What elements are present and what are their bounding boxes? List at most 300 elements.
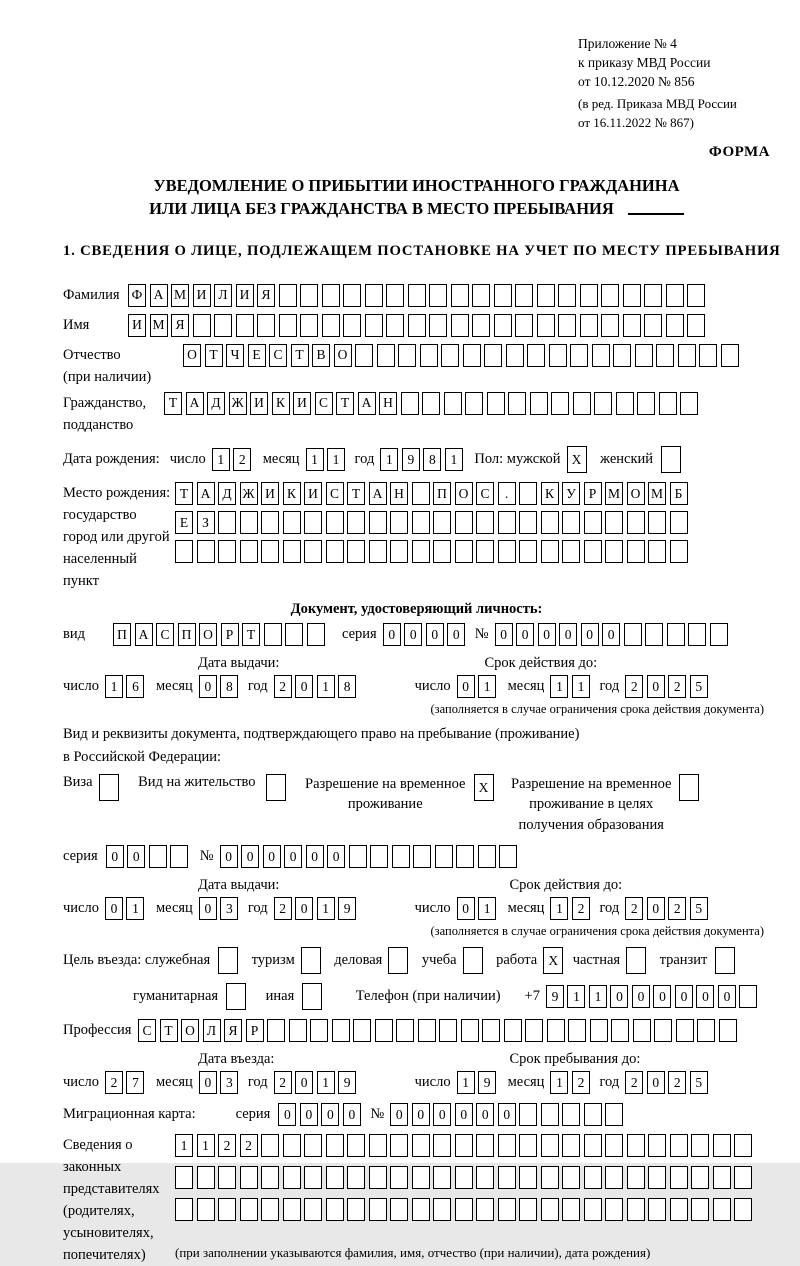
form-cell[interactable] <box>429 314 447 337</box>
form-cell[interactable] <box>666 314 684 337</box>
form-cell[interactable]: И <box>236 284 254 307</box>
form-cell[interactable]: К <box>541 482 559 505</box>
form-cell[interactable]: А <box>186 392 204 415</box>
form-cell[interactable]: 2 <box>572 897 590 920</box>
form-cell[interactable] <box>590 1019 608 1042</box>
form-cell[interactable] <box>721 344 739 367</box>
form-cell[interactable]: О <box>183 344 201 367</box>
form-cell[interactable] <box>530 392 548 415</box>
form-cell[interactable]: 0 <box>457 675 475 698</box>
form-cell[interactable]: 5 <box>690 675 708 698</box>
form-cell[interactable] <box>627 1166 645 1189</box>
form-cell[interactable] <box>670 1198 688 1221</box>
form-cell[interactable] <box>648 511 666 534</box>
form-cell[interactable] <box>304 1134 322 1157</box>
form-cell[interactable]: З <box>197 511 215 534</box>
form-cell[interactable]: 0 <box>295 1071 313 1094</box>
form-cell[interactable] <box>279 284 297 307</box>
form-cell[interactable]: 5 <box>690 1071 708 1094</box>
form-cell[interactable]: Р <box>221 623 239 646</box>
form-cell[interactable] <box>592 344 610 367</box>
form-cell[interactable]: 2 <box>668 1071 686 1094</box>
form-cell[interactable]: 2 <box>240 1134 258 1157</box>
form-cell[interactable]: 0 <box>498 1103 516 1126</box>
form-cell[interactable]: 0 <box>647 1071 665 1094</box>
form-cell[interactable] <box>433 1134 451 1157</box>
form-cell[interactable]: 0 <box>321 1103 339 1126</box>
form-cell[interactable]: Ж <box>240 482 258 505</box>
form-cell[interactable] <box>734 1134 752 1157</box>
form-cell[interactable] <box>369 1166 387 1189</box>
form-cell[interactable] <box>697 1019 715 1042</box>
form-cell[interactable] <box>616 392 634 415</box>
form-cell[interactable] <box>343 284 361 307</box>
form-cell[interactable]: 0 <box>675 985 693 1008</box>
form-cell[interactable] <box>584 1198 602 1221</box>
form-cell[interactable] <box>666 284 684 307</box>
form-cell[interactable] <box>322 284 340 307</box>
form-cell[interactable] <box>390 540 408 563</box>
form-cell[interactable]: 0 <box>105 897 123 920</box>
form-cell[interactable]: 1 <box>197 1134 215 1157</box>
form-cell[interactable] <box>197 1166 215 1189</box>
form-cell[interactable] <box>710 623 728 646</box>
form-cell[interactable] <box>218 947 238 974</box>
form-cell[interactable]: В <box>312 344 330 367</box>
form-cell[interactable]: Ж <box>229 392 247 415</box>
form-cell[interactable]: 0 <box>610 985 628 1008</box>
form-cell[interactable] <box>283 1198 301 1221</box>
form-cell[interactable]: 1 <box>567 985 585 1008</box>
form-cell[interactable] <box>623 284 641 307</box>
form-cell[interactable] <box>699 344 717 367</box>
form-cell[interactable]: Я <box>171 314 189 337</box>
form-cell[interactable]: 9 <box>546 985 564 1008</box>
form-cell[interactable] <box>451 314 469 337</box>
form-cell[interactable] <box>197 1198 215 1221</box>
form-cell[interactable]: А <box>150 284 168 307</box>
form-cell[interactable] <box>519 540 537 563</box>
form-cell[interactable] <box>412 540 430 563</box>
form-cell[interactable] <box>519 1166 537 1189</box>
form-cell[interactable] <box>667 623 685 646</box>
form-cell[interactable]: 1 <box>317 675 335 698</box>
form-cell[interactable] <box>396 1019 414 1042</box>
form-cell[interactable] <box>307 623 325 646</box>
form-cell[interactable] <box>519 1134 537 1157</box>
form-cell[interactable] <box>568 1019 586 1042</box>
form-cell[interactable]: 0 <box>300 1103 318 1126</box>
form-cell[interactable] <box>472 314 490 337</box>
form-cell[interactable]: С <box>315 392 333 415</box>
form-cell[interactable]: 0 <box>457 897 475 920</box>
form-cell[interactable] <box>476 1166 494 1189</box>
form-cell[interactable]: 2 <box>274 897 292 920</box>
form-cell[interactable]: Т <box>175 482 193 505</box>
form-cell[interactable] <box>679 774 699 801</box>
form-cell[interactable] <box>537 314 555 337</box>
form-cell[interactable] <box>478 845 496 868</box>
form-cell[interactable]: 2 <box>625 897 643 920</box>
form-cell[interactable] <box>508 392 526 415</box>
form-cell[interactable]: Т <box>205 344 223 367</box>
form-cell[interactable]: 0 <box>602 623 620 646</box>
form-cell[interactable] <box>408 284 426 307</box>
form-cell[interactable] <box>390 1166 408 1189</box>
form-cell[interactable]: 0 <box>495 623 513 646</box>
form-cell[interactable]: И <box>261 482 279 505</box>
form-cell[interactable]: 0 <box>127 845 145 868</box>
form-cell[interactable]: 2 <box>233 448 251 471</box>
form-cell[interactable]: А <box>369 482 387 505</box>
form-cell[interactable]: 1 <box>126 897 144 920</box>
form-cell[interactable] <box>476 511 494 534</box>
form-cell[interactable]: 0 <box>581 623 599 646</box>
form-cell[interactable]: 1 <box>457 1071 475 1094</box>
form-cell[interactable] <box>525 1019 543 1042</box>
form-cell[interactable]: О <box>181 1019 199 1042</box>
form-cell[interactable] <box>433 540 451 563</box>
form-cell[interactable] <box>580 314 598 337</box>
form-cell[interactable]: 0 <box>284 845 302 868</box>
form-cell[interactable] <box>648 540 666 563</box>
form-cell[interactable] <box>401 392 419 415</box>
form-cell[interactable]: И <box>193 284 211 307</box>
form-cell[interactable]: 0 <box>647 897 665 920</box>
form-cell[interactable] <box>506 344 524 367</box>
form-cell[interactable]: 0 <box>199 1071 217 1094</box>
form-cell[interactable]: М <box>150 314 168 337</box>
form-cell[interactable] <box>261 511 279 534</box>
form-cell[interactable]: Б <box>670 482 688 505</box>
form-cell[interactable]: 2 <box>274 675 292 698</box>
form-cell[interactable]: 0 <box>295 675 313 698</box>
form-cell[interactable] <box>322 314 340 337</box>
form-cell[interactable] <box>355 344 373 367</box>
form-cell[interactable]: Р <box>246 1019 264 1042</box>
form-cell[interactable] <box>541 1166 559 1189</box>
form-cell[interactable] <box>175 1198 193 1221</box>
form-cell[interactable]: 8 <box>338 675 356 698</box>
form-cell[interactable] <box>734 1166 752 1189</box>
form-cell[interactable]: 1 <box>572 675 590 698</box>
form-cell[interactable] <box>670 1134 688 1157</box>
form-cell[interactable] <box>413 845 431 868</box>
form-cell[interactable]: 2 <box>105 1071 123 1094</box>
form-cell[interactable] <box>541 1134 559 1157</box>
form-cell[interactable]: 2 <box>274 1071 292 1094</box>
form-cell[interactable] <box>601 284 619 307</box>
form-cell[interactable] <box>392 845 410 868</box>
form-cell[interactable] <box>670 1166 688 1189</box>
form-cell[interactable]: М <box>648 482 666 505</box>
form-cell[interactable] <box>326 1198 344 1221</box>
form-cell[interactable] <box>678 344 696 367</box>
form-cell[interactable] <box>264 623 282 646</box>
form-cell[interactable] <box>332 1019 350 1042</box>
form-cell[interactable]: М <box>605 482 623 505</box>
form-cell[interactable] <box>455 511 473 534</box>
form-cell[interactable] <box>261 1166 279 1189</box>
form-cell[interactable]: 0 <box>343 1103 361 1126</box>
form-cell[interactable] <box>283 1166 301 1189</box>
form-cell[interactable] <box>347 540 365 563</box>
form-cell[interactable] <box>605 511 623 534</box>
form-cell[interactable] <box>476 1198 494 1221</box>
form-cell[interactable] <box>455 1166 473 1189</box>
form-cell[interactable]: К <box>272 392 290 415</box>
form-cell[interactable] <box>713 1166 731 1189</box>
form-cell[interactable] <box>304 540 322 563</box>
form-cell[interactable] <box>386 314 404 337</box>
form-cell[interactable]: У <box>562 482 580 505</box>
form-cell[interactable] <box>236 314 254 337</box>
form-cell[interactable]: 0 <box>696 985 714 1008</box>
form-cell[interactable] <box>498 511 516 534</box>
form-cell[interactable]: А <box>358 392 376 415</box>
form-cell[interactable] <box>420 344 438 367</box>
form-cell[interactable]: 1 <box>445 448 463 471</box>
form-cell[interactable]: Т <box>242 623 260 646</box>
form-cell[interactable] <box>347 1198 365 1221</box>
form-cell[interactable]: 8 <box>220 675 238 698</box>
form-cell[interactable] <box>343 314 361 337</box>
form-cell[interactable] <box>624 623 642 646</box>
form-cell[interactable] <box>527 344 545 367</box>
form-cell[interactable] <box>441 344 459 367</box>
form-cell[interactable] <box>476 1134 494 1157</box>
form-cell[interactable] <box>301 947 321 974</box>
form-cell[interactable]: 1 <box>317 897 335 920</box>
form-cell[interactable] <box>515 314 533 337</box>
form-cell[interactable]: О <box>627 482 645 505</box>
form-cell[interactable]: Е <box>248 344 266 367</box>
form-cell[interactable]: С <box>138 1019 156 1042</box>
form-cell[interactable] <box>654 1019 672 1042</box>
form-cell[interactable]: 0 <box>447 623 465 646</box>
form-cell[interactable]: 2 <box>668 897 686 920</box>
form-cell[interactable] <box>99 774 119 801</box>
form-cell[interactable]: 6 <box>126 675 144 698</box>
form-cell[interactable] <box>498 1134 516 1157</box>
form-cell[interactable]: А <box>197 482 215 505</box>
form-cell[interactable] <box>635 344 653 367</box>
form-cell[interactable] <box>661 446 681 473</box>
form-cell[interactable] <box>687 284 705 307</box>
form-cell[interactable] <box>637 392 655 415</box>
form-cell[interactable] <box>613 344 631 367</box>
form-cell[interactable] <box>170 845 188 868</box>
form-cell[interactable]: 2 <box>625 675 643 698</box>
form-cell[interactable] <box>451 284 469 307</box>
form-cell[interactable] <box>515 284 533 307</box>
form-cell[interactable] <box>326 1166 344 1189</box>
form-cell[interactable] <box>300 314 318 337</box>
form-cell[interactable] <box>633 1019 651 1042</box>
form-cell[interactable]: 0 <box>199 897 217 920</box>
form-cell[interactable] <box>175 1166 193 1189</box>
form-cell[interactable] <box>455 540 473 563</box>
form-cell[interactable]: Л <box>203 1019 221 1042</box>
form-cell[interactable] <box>418 1019 436 1042</box>
form-cell[interactable] <box>627 540 645 563</box>
form-cell[interactable] <box>261 1134 279 1157</box>
form-cell[interactable] <box>605 1166 623 1189</box>
form-cell[interactable]: 1 <box>317 1071 335 1094</box>
form-cell[interactable] <box>300 284 318 307</box>
form-cell[interactable] <box>240 1166 258 1189</box>
form-cell[interactable] <box>304 1166 322 1189</box>
form-cell[interactable] <box>218 1166 236 1189</box>
form-cell[interactable]: 3 <box>220 897 238 920</box>
form-cell[interactable] <box>240 1198 258 1221</box>
form-cell[interactable] <box>645 623 663 646</box>
form-cell[interactable] <box>562 1103 580 1126</box>
form-cell[interactable]: 1 <box>550 675 568 698</box>
form-cell[interactable] <box>570 344 588 367</box>
form-cell[interactable] <box>562 1134 580 1157</box>
form-cell[interactable] <box>519 511 537 534</box>
form-cell[interactable] <box>494 314 512 337</box>
form-cell[interactable]: О <box>334 344 352 367</box>
form-cell[interactable]: 8 <box>423 448 441 471</box>
form-cell[interactable] <box>283 511 301 534</box>
form-cell[interactable] <box>648 1134 666 1157</box>
form-cell[interactable]: 0 <box>106 845 124 868</box>
form-cell[interactable]: 0 <box>559 623 577 646</box>
form-cell[interactable] <box>365 284 383 307</box>
form-cell[interactable] <box>408 314 426 337</box>
form-cell[interactable]: 2 <box>218 1134 236 1157</box>
form-cell[interactable] <box>541 1103 559 1126</box>
form-cell[interactable] <box>283 1134 301 1157</box>
form-cell[interactable] <box>584 511 602 534</box>
form-cell[interactable] <box>214 314 232 337</box>
form-cell[interactable]: Т <box>164 392 182 415</box>
form-cell[interactable]: Д <box>218 482 236 505</box>
form-cell[interactable]: X <box>567 446 587 473</box>
form-cell[interactable] <box>715 947 735 974</box>
form-cell[interactable]: И <box>304 482 322 505</box>
form-cell[interactable] <box>218 511 236 534</box>
form-cell[interactable] <box>580 284 598 307</box>
form-cell[interactable]: 1 <box>380 448 398 471</box>
form-cell[interactable] <box>584 1166 602 1189</box>
form-cell[interactable] <box>594 392 612 415</box>
form-cell[interactable] <box>369 511 387 534</box>
form-cell[interactable]: Я <box>257 284 275 307</box>
form-cell[interactable] <box>375 1019 393 1042</box>
form-cell[interactable] <box>605 1103 623 1126</box>
form-cell[interactable]: 1 <box>105 675 123 698</box>
form-cell[interactable] <box>226 983 246 1010</box>
form-cell[interactable] <box>289 1019 307 1042</box>
form-cell[interactable] <box>670 540 688 563</box>
form-cell[interactable] <box>584 540 602 563</box>
form-cell[interactable]: 0 <box>653 985 671 1008</box>
form-cell[interactable] <box>463 344 481 367</box>
form-cell[interactable]: И <box>250 392 268 415</box>
form-cell[interactable] <box>659 392 677 415</box>
form-cell[interactable] <box>285 623 303 646</box>
form-cell[interactable]: 0 <box>199 675 217 698</box>
form-cell[interactable] <box>429 284 447 307</box>
form-cell[interactable] <box>218 1198 236 1221</box>
form-cell[interactable]: 5 <box>690 897 708 920</box>
form-cell[interactable] <box>326 1134 344 1157</box>
form-cell[interactable] <box>691 1166 709 1189</box>
form-cell[interactable] <box>476 540 494 563</box>
form-cell[interactable]: 9 <box>338 897 356 920</box>
form-cell[interactable] <box>444 392 462 415</box>
form-cell[interactable] <box>484 344 502 367</box>
form-cell[interactable]: 0 <box>327 845 345 868</box>
form-cell[interactable]: 0 <box>632 985 650 1008</box>
form-cell[interactable]: 0 <box>404 623 422 646</box>
form-cell[interactable] <box>676 1019 694 1042</box>
form-cell[interactable]: П <box>113 623 131 646</box>
form-cell[interactable]: 1 <box>589 985 607 1008</box>
form-cell[interactable] <box>304 511 322 534</box>
form-cell[interactable] <box>455 1198 473 1221</box>
form-cell[interactable]: О <box>199 623 217 646</box>
form-cell[interactable] <box>326 511 344 534</box>
form-cell[interactable] <box>465 392 483 415</box>
form-cell[interactable] <box>648 1166 666 1189</box>
form-cell[interactable] <box>504 1019 522 1042</box>
form-cell[interactable]: О <box>455 482 473 505</box>
form-cell[interactable] <box>365 314 383 337</box>
form-cell[interactable] <box>218 540 236 563</box>
form-cell[interactable]: С <box>269 344 287 367</box>
form-cell[interactable]: 2 <box>625 1071 643 1094</box>
form-cell[interactable] <box>713 1198 731 1221</box>
form-cell[interactable]: 0 <box>718 985 736 1008</box>
form-cell[interactable] <box>412 1198 430 1221</box>
form-cell[interactable]: 1 <box>550 1071 568 1094</box>
form-cell[interactable]: 1 <box>550 897 568 920</box>
form-cell[interactable] <box>688 623 706 646</box>
form-cell[interactable] <box>456 845 474 868</box>
form-cell[interactable]: 1 <box>306 448 324 471</box>
form-cell[interactable] <box>691 1198 709 1221</box>
form-cell[interactable] <box>719 1019 737 1042</box>
form-cell[interactable]: А <box>135 623 153 646</box>
form-cell[interactable] <box>149 845 167 868</box>
form-cell[interactable] <box>558 284 576 307</box>
form-cell[interactable]: 1 <box>478 675 496 698</box>
form-cell[interactable]: Я <box>224 1019 242 1042</box>
form-cell[interactable] <box>498 1198 516 1221</box>
form-cell[interactable] <box>605 540 623 563</box>
form-cell[interactable]: 7 <box>126 1071 144 1094</box>
form-cell[interactable] <box>605 1134 623 1157</box>
form-cell[interactable] <box>487 392 505 415</box>
form-cell[interactable]: 1 <box>478 897 496 920</box>
form-cell[interactable] <box>412 1166 430 1189</box>
form-cell[interactable]: 0 <box>412 1103 430 1126</box>
form-cell[interactable]: П <box>178 623 196 646</box>
form-cell[interactable] <box>433 1166 451 1189</box>
form-cell[interactable] <box>386 284 404 307</box>
form-cell[interactable] <box>601 314 619 337</box>
form-cell[interactable] <box>266 774 286 801</box>
form-cell[interactable]: Н <box>390 482 408 505</box>
form-cell[interactable] <box>369 1198 387 1221</box>
form-cell[interactable] <box>304 1198 322 1221</box>
form-cell[interactable] <box>562 1166 580 1189</box>
form-cell[interactable] <box>283 540 301 563</box>
